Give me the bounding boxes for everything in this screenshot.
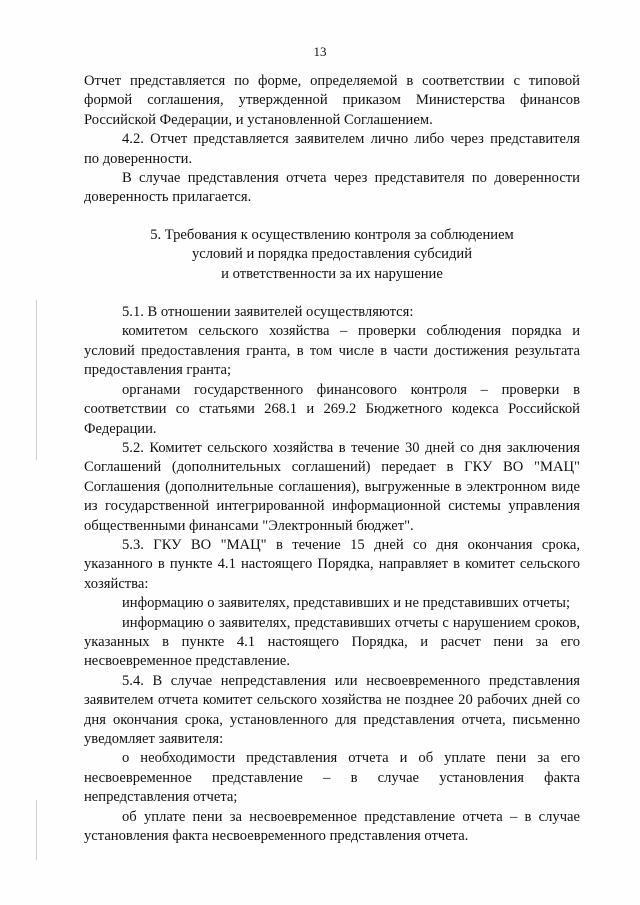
paragraph: информацию о заявителях, представивших и не представивших отчеты;: [122, 595, 571, 612]
paragraph: Отчет представляется по форме, определяемой в соответствии с типовой формой соглашения, утвержденной приказом Министерства финансов Российской Федерации, и установленной Соглашением.: [84, 73, 580, 128]
scan-margin-line: [36, 800, 37, 860]
paragraph: 5.1. В отношении заявителей осуществляются:: [122, 304, 414, 321]
paragraph: 5.2. Комитет сельского хозяйства в течение 30 дней со дня заключения Соглашений (дополнительных соглашений) передает в ГКУ ВО "МАЦ" Соглашения (дополнительные соглашения), выгруженные в электронном виде из государственной интегрированной информационной системы управления общественными финансами "Электронный бюджет".: [84, 439, 580, 534]
paragraph: 4.2. Отчет представляется заявителем лично либо через представителя по доверенности.: [84, 131, 580, 167]
paragraph: В случае представления отчета через представителя по доверенности доверенность прилагается.: [84, 170, 580, 206]
section-heading: [84, 226, 580, 284]
paragraph: об уплате пени за несвоевременное представление отчета – в случае установления факта несвоевременного представления отчета.: [84, 808, 580, 845]
paragraph: 5.4. В случае непредставления или несвоевременного представления заявителем отчета комитет сельского хозяйства не позднее 20 рабочих дней со дня окончания срока, установленного для представления отчета, письменно уведомляет заявителя:: [84, 672, 580, 747]
page-number: 13: [313, 44, 327, 59]
scan-margin-line: [36, 300, 37, 460]
paragraph: о необходимости представления отчета и об уплате пени за его несвоевременное представление – в случае установления факта непредставления отчета;: [84, 750, 580, 806]
document-text: [84, 72, 580, 846]
section-heading-line: условий и порядка предоставления субсидий: [191, 246, 473, 263]
paragraph: информацию о заявителях, представивших отчеты с нарушением сроков, указанных в пункте 4.1 настоящего Порядка, и расчет пени за его несвоевременное представление.: [84, 614, 580, 670]
section-heading-line: и ответственности за их нарушение: [221, 265, 443, 282]
section-heading-line: 5. Требования к осуществлению контроля за соблюдением: [150, 226, 514, 243]
paragraph: комитетом сельского хозяйства – проверки соблюдения порядка и условий предоставления гранта, в том числе в части достижения результата предоставления гранта;: [84, 323, 580, 379]
paragraph: 5.3. ГКУ ВО "МАЦ" в течение 15 дней со дня окончания срока, указанного в пункте 4.1 настоящего Порядка, направляет в комитет сельского хозяйства:: [84, 536, 580, 592]
paragraph: органами государственного финансового контроля – проверки в соответствии со статьями 268.1 и 269.2 Бюджетного кодекса Российской Федерации.: [84, 381, 580, 437]
